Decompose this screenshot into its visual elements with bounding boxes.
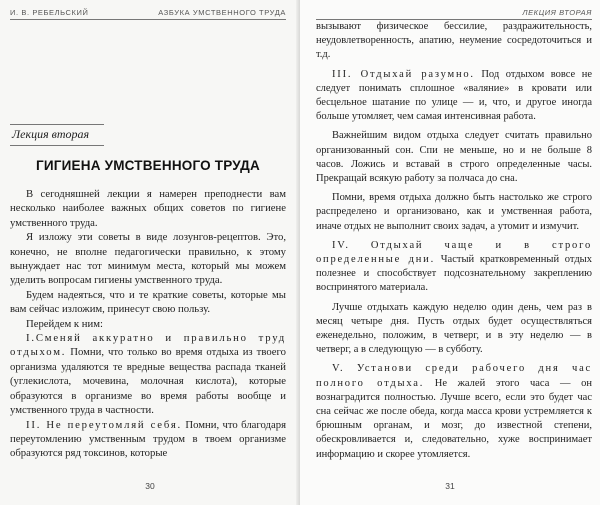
rule-text: Под отдыхом вовсе не следует понимать сплошное «валяние» в кровати или бесцельное шатание по улице — и, что, и другое иногда больше утомляет, чем самая интенсивная работа.	[316, 68, 593, 123]
rule-paragraph	[10, 331, 286, 417]
chapter-title: ГИГИЕНА УМСТВЕННОГО ТРУДА	[36, 158, 260, 173]
paragraph: Будем надеяться, что и те краткие советы, которые мы вам сейчас изложим, принесут свою пользу.	[10, 288, 286, 316]
rule-text: Помни, что только во время отдыха из твоего организма удаляются те вредные вещества распада тканей (углекислота, мочевина, молочная кислота), которые образуются в организме во время работы вообще и умственного труда в частности.	[10, 346, 286, 417]
running-author: И. В. РЕБЕЛЬСКИЙ	[10, 8, 89, 17]
rule-paragraph	[316, 68, 592, 125]
running-lecture-title: ЛЕКЦИЯ ВТОРАЯ	[522, 8, 592, 17]
rule-paragraph	[316, 239, 592, 296]
right-page	[300, 0, 600, 505]
rule-text: Частый кратковременный отдых полезнее и способствует подсознательному закреплению воспринятого материала.	[316, 254, 592, 294]
lecture-label: Лекция вторая	[10, 124, 104, 146]
rule-paragraph	[10, 418, 286, 461]
rule-heading: I.Сменяй аккуратно и правильно труд отдыхом.	[10, 332, 286, 359]
running-book-title: АЗБУКА УМСТВЕННОГО ТРУДА	[158, 8, 286, 17]
right-running-head	[316, 8, 592, 20]
paragraph: Лучше отдыхать каждую неделю один день, чем раз в месяц четыре дня. Пусть отдых будет осуществляться еженедельно, положим, в четверг, и в эту неделю — в четверг, а в следующую — в субботу.	[316, 301, 592, 356]
rule-text: Помни, что благодаря переутомлению умственным трудом в твоем организме образуются ряд токсинов, которые	[10, 418, 286, 460]
rule-heading: V. Установи среди рабочего дня час полного отдыха.	[316, 363, 592, 389]
rule-text: Не жалей этого часа — он вознаградится полностью. Лучше всего, если это будет час сна сейчас же после обеда, когда масса крови устремляется к брюшным органам, и мозг, до известной степени, обескровливается и, следовательно, хуже воспринимает информацию и скорее утомляется.	[316, 377, 593, 460]
paragraph: Перейдем к ним:	[26, 317, 103, 330]
rule-paragraph	[316, 362, 592, 461]
rule-heading: II. Не переутомляй себя.	[26, 418, 183, 431]
left-running-head	[10, 8, 286, 20]
page-number-left: 30	[145, 481, 155, 491]
paragraph: Я изложу эти советы в виде лозунгов-рецептов. Это, конечно, не вполне педагогически правильно, к этому вынуждает нас тот минимум места, который мы можем уделить вопросам гигиены умственного труда.	[10, 231, 286, 287]
page-number-right: 31	[445, 481, 455, 491]
paragraph: Помни, время отдыха должно быть настолько же строго распределено и организовано, как и умственная работа, иначе отдых не выполнит своих задач, а утомит и измучит.	[316, 192, 592, 232]
paragraph: В сегодняшней лекции я намерен преподнести вам несколько наиболее важных общих советов по гигиене умственного труда.	[10, 188, 286, 229]
paragraph: вызывают физическое бессилие, раздражительность, неудовлетворенность, апатию, неумение сосредоточиться и т.д.	[316, 21, 592, 61]
rule-heading: IV. Отдыхай чаще и в строго определенные дни.	[316, 239, 592, 266]
paragraph: Важнейшим видом отдыха следует считать правильно организованный сон. Спи не меньше, но и не больше 8 часов. Ложись и вставай в строго определенные часы. Прекращай всякую работу за полчаса до сна.	[316, 130, 592, 185]
rule-heading: III. Отдыхай разумно.	[332, 68, 475, 80]
